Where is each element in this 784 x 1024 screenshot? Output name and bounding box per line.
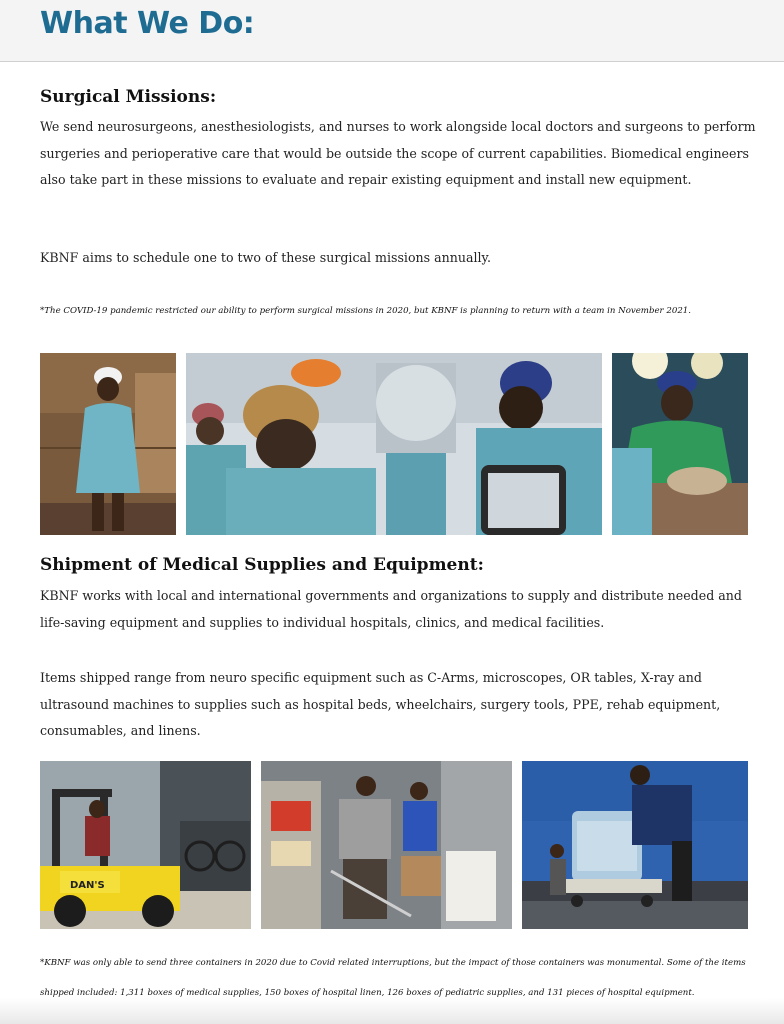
page-title: What We Do:: [40, 6, 255, 41]
surgeons-operating-photo: [186, 353, 602, 535]
page-header: [0, 0, 784, 62]
shipment-paragraph: KBNF works with local and international governments and organizations to supply and distribute needed and life-saving equipment and supplies to individual hospitals, clinics, and medical facilities.: [40, 588, 742, 630]
surgical-missions-paragraph: We send neurosurgeons, anesthesiologists, and nurses to work alongside local doctors and surgeons to perform surgeries and perioperative care that would be outside the scope of current capabilities. Biomedical engineers also take part in these missions to evaluate and repair existing equipment and install new equipment.: [40, 119, 756, 187]
bottom-edge: [0, 998, 784, 1024]
covid-surgical-note: *The COVID-19 pandemic restricted our ability to perform surgical missions in 2020, but KBNF is planning to return with a team in November 2021.: [40, 306, 691, 316]
equipment-unloading-photo: [522, 761, 748, 929]
child-patient-photo: [40, 353, 176, 535]
surgical-missions-heading: Surgical Missions:: [40, 87, 217, 107]
supplies-loading-photo: [261, 761, 512, 929]
shipment-heading: Shipment of Medical Supplies and Equipment:: [40, 555, 484, 575]
surgeon-green-gown-photo: [612, 353, 748, 535]
forklift-photo: [40, 761, 251, 929]
shipment-items-paragraph: Items shipped range from neuro specific equipment such as C-Arms, microscopes, OR tables, X-ray and ultrasound machines to supplies such as hospital beds, wheelchairs, surgery tools, PPE, rehab equipment, consumables, and linens.: [40, 670, 721, 738]
surgical-missions-schedule: KBNF aims to schedule one to two of these surgical missions annually.: [40, 250, 491, 265]
containers-shipped-note: *KBNF was only able to send three containers in 2020 due to Covid related interruptions, but the impact of those containers was monumental. Some of the items shipped included: 1,311 boxes of medical supplies, 150 boxes of hospital linen, 126 boxes of pediatric supplies, and 131 pieces of hospital equipment.: [40, 958, 746, 998]
forklift-brand-label: DAN'S: [70, 880, 105, 891]
